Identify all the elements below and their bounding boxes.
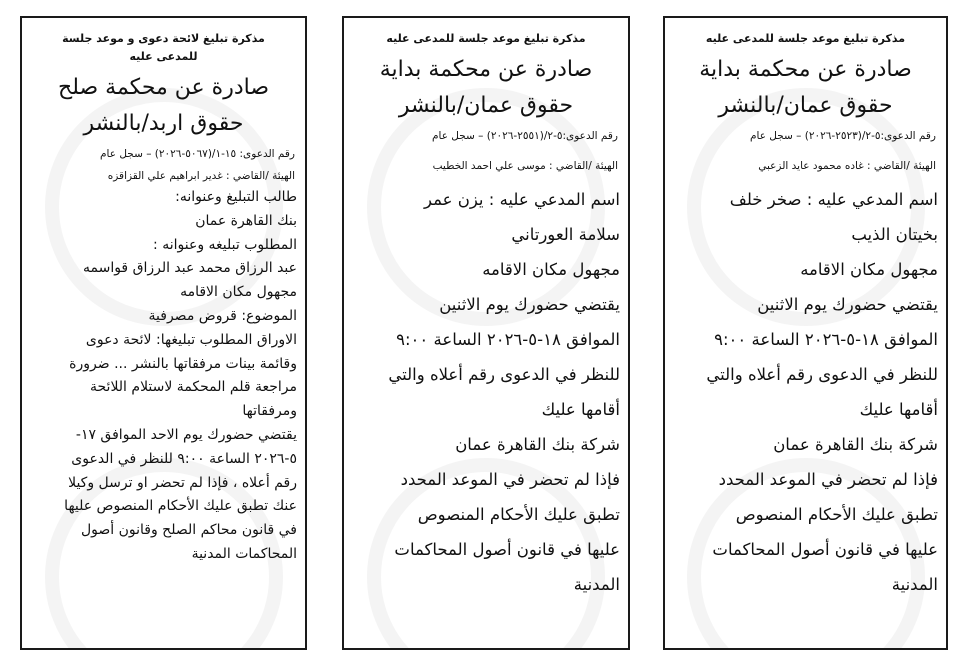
body-line: ومرفقاتها xyxy=(242,403,297,420)
body-line: المحاكمات المدنية xyxy=(191,545,297,562)
body-line: تطبق عليك الأحكام المنصوص xyxy=(417,505,620,524)
case-number: رقم الدعوى:٥-٢/(٢٥٥١-٢٠٢٦) – سجل عام xyxy=(432,130,618,142)
court-title xyxy=(22,70,305,142)
body-line: أقامها عليك xyxy=(859,400,938,419)
court-title xyxy=(344,52,628,124)
body-line: الموضوع: قروض مصرفية xyxy=(148,307,297,324)
body-line: المطلوب تبليغه وعنوانه : xyxy=(153,236,297,253)
case-number: رقم الدعوى:٥-٢/(٢٥٢٣-٢٠٢٦) – سجل عام xyxy=(750,130,936,142)
court-line: حقوق عمان/بالنشر xyxy=(398,93,574,118)
judge-panel: الهيئة /القاضي : غدير ابراهيم علي القزاقزه xyxy=(107,170,295,182)
body-line: تطبق عليك الأحكام المنصوص xyxy=(735,505,938,524)
notice-middle xyxy=(342,16,630,650)
body-line: اسم المدعي عليه : يزن عمر xyxy=(423,190,620,209)
body-line: اسم المدعي عليه : صخر خلف xyxy=(729,190,938,209)
court-line: حقوق عمان/بالنشر xyxy=(718,93,893,118)
body-line: يقتضي حضورك يوم الاثنين xyxy=(757,295,938,314)
body-line: شركة بنك القاهرة عمان xyxy=(773,435,938,454)
body-line: يقتضي حضورك يوم الاحد الموافق ١٧- xyxy=(75,426,297,443)
body-line: مجهول مكان الاقامه xyxy=(800,260,938,279)
notice-body xyxy=(665,182,946,602)
court-line: صادرة عن محكمة صلح xyxy=(58,75,269,100)
body-line: الموافق ١٨-٥-٢٠٢٦ الساعة ٩:٠٠ xyxy=(396,330,620,349)
notice-header: مذكرة تبليغ موعد جلسة للمدعى عليه xyxy=(386,32,586,45)
body-line: للنظر في الدعوى رقم أعلاه والتي xyxy=(388,365,620,384)
body-line: أقامها عليك xyxy=(541,400,620,419)
body-line: وقائمة بينات مرفقاتها بالنشر ... ضرورة xyxy=(69,355,297,372)
notice-header xyxy=(22,30,305,66)
judge-panel: الهيئة /القاضي : غاده محمود عايد الزعبي xyxy=(758,160,936,172)
court-title xyxy=(665,52,946,124)
body-line: المدنية xyxy=(573,575,620,594)
case-number: رقم الدعوى: ١٥-١/(٥٠٦٧-٢٠٢٦) – سجل عام xyxy=(100,148,295,160)
notice-header: مذكرة تبليغ موعد جلسة للمدعى عليه xyxy=(705,32,906,45)
header-line: للمدعى عليه xyxy=(129,50,198,63)
notice-left xyxy=(20,16,307,650)
body-line: عنك تطبق عليك الأحكام المنصوص عليها xyxy=(64,498,297,515)
body-line: يقتضي حضورك يوم الاثنين xyxy=(439,295,620,314)
body-line: عبد الرزاق محمد عبد الرزاق قواسمه xyxy=(82,260,297,277)
court-line: صادرة عن محكمة بداية xyxy=(379,57,593,82)
body-line: الاوراق المطلوب تبليغها: لائحة دعوى xyxy=(85,331,297,348)
body-line: رقم أعلاه ، فإذا لم تحضر او ترسل وكيلا xyxy=(68,474,297,491)
body-line: عليها في قانون أصول المحاكمات xyxy=(394,540,620,559)
court-line: صادرة عن محكمة بداية xyxy=(699,57,912,82)
judge-panel: الهيئة /القاضي : موسى علي احمد الخطيب xyxy=(432,160,618,172)
body-line: المدنية xyxy=(891,575,938,594)
body-line: للنظر في الدعوى رقم أعلاه والتي xyxy=(706,365,938,384)
body-line: بخيتان الذيب xyxy=(851,225,938,244)
body-line: في قانون محاكم الصلح وقانون أصول xyxy=(80,522,297,539)
notice-body xyxy=(22,186,305,567)
body-line: عليها في قانون أصول المحاكمات xyxy=(712,540,938,559)
body-line: الموافق ١٨-٥-٢٠٢٦ الساعة ٩:٠٠ xyxy=(714,330,938,349)
header-line: مذكرة تبليغ لائحة دعوى و موعد جلسة xyxy=(62,32,265,45)
notice-body xyxy=(344,182,628,602)
body-line: طالب التبليغ وعنوانه: xyxy=(175,189,297,205)
body-line: مراجعة قلم المحكمة لاستلام اللائحة xyxy=(90,379,297,396)
body-line: بنك القاهرة عمان xyxy=(195,212,297,229)
body-line: مجهول مكان الاقامه xyxy=(482,260,620,279)
court-line: حقوق اربد/بالنشر xyxy=(83,111,244,136)
body-line: فإذا لم تحضر في الموعد المحدد xyxy=(400,470,620,489)
body-line: مجهول مكان الاقامه xyxy=(180,284,297,301)
body-line: ٥-٢٠٢٦ الساعة ٩:٠٠ للنظر في الدعوى xyxy=(71,450,297,467)
body-line: شركة بنك القاهرة عمان xyxy=(455,435,620,454)
notice-right xyxy=(663,16,948,650)
body-line: سلامة العورتاني xyxy=(511,225,620,244)
body-line: فإذا لم تحضر في الموعد المحدد xyxy=(718,470,938,489)
